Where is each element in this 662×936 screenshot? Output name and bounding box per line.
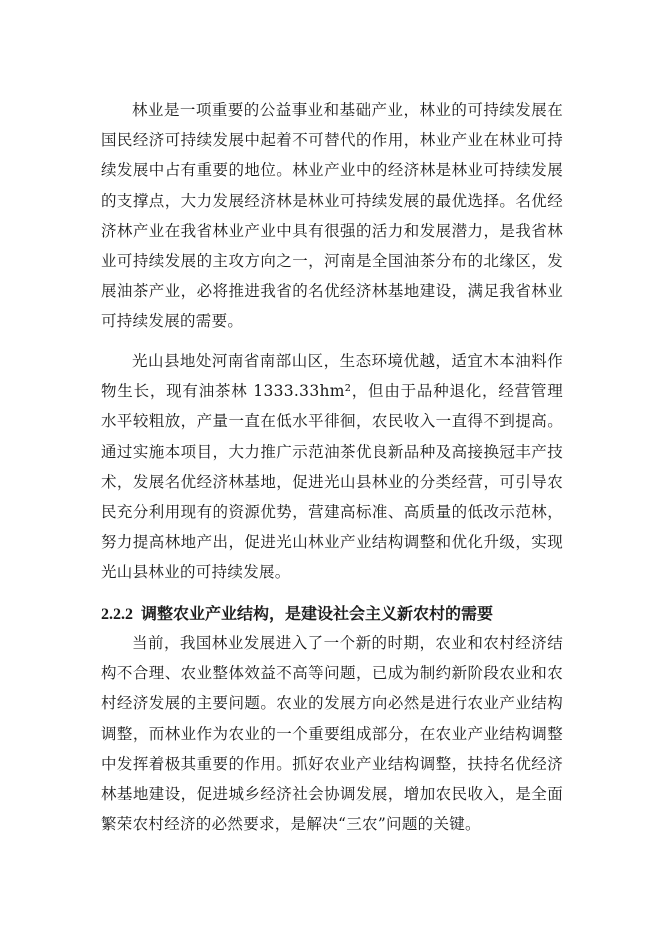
paragraph-agricultural-restructuring: 当前，我国林业发展进入了一个新的时期，农业和农村经济结构不合理、农业整体效益不高等问题，已成为制约新阶段农业和农村经济发展的主要问题。农业的发展方向必然是进行农业产业结构调整，而林业作为农业的一个重要组成部分，在农业产业结构调整中发挥着极其重要的作用。抓好农业产业结构调整，扶持名优经济林基地建设，促进城乡经济社会协调发展，增加农民收入，是全面繁荣农村经济的必然要求，是解决“三农”问题的关键。	[101, 634, 563, 834]
section-number: 2.2.2	[101, 606, 133, 623]
paragraph-forestry-importance: 林业是一项重要的公益事业和基础产业，林业的可持续发展在国民经济可持续发展中起着不可替代的作用，林业产业在林业可持续发展中占有重要的地位。林业产业中的经济林是林业可持续发展的支撑点，大力发展经济林是林业可持续发展的最优选择。名优经济林产业在我省林业产业中具有很强的活力和发展潜力，是我省林业可持续发展的主攻方向之一，河南是全国油茶分布的北缘区，发展油茶产业，必将推进我省的名优经济林基地建设，满足我省林业可持续发展的需要。	[101, 101, 563, 331]
section-title: 调整农业产业结构，是建设社会主义新农村的需要	[141, 604, 494, 623]
paragraph-guangshan-county: 光山县地处河南省南部山区，生态环境优越，适宜木本油料作物生长，现有油茶林 1333.33hm²，但由于品种退化，经营管理水平较粗放，产量一直在低水平徘徊，农民收入一直得不到提高。通过实施本项目，大力推广示范油茶优良新品种及高接换冠丰产技术，发展名优经济林基地，促进光山县林业的分类经营，可引导农民充分利用现有的资源优势，营建高标准、高质量的低改示范林，努力提高林地产出，促进光山林业产业结构调整和优化升级，实现光山县林业的可持续发展。	[101, 352, 563, 582]
section-heading	[101, 603, 563, 626]
